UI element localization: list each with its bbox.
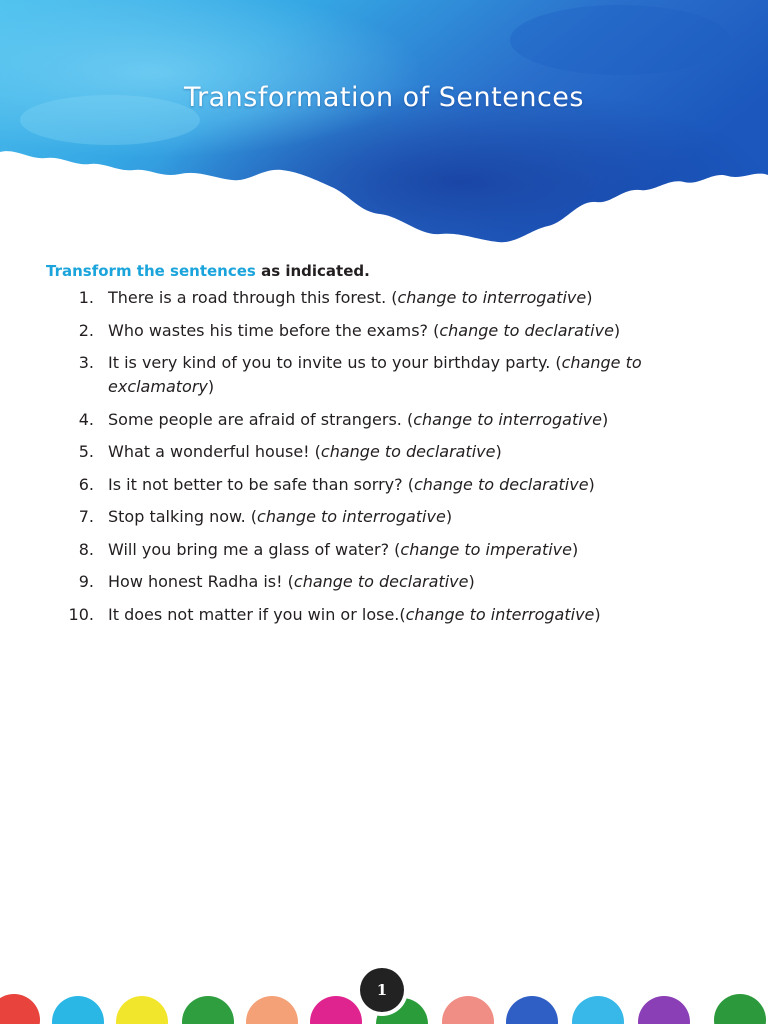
list-item: 3. It is very kind of you to invite us to your birthday party. (change to exclamatory)	[46, 351, 706, 399]
item-hint: change to imperative	[400, 539, 572, 559]
item-number: 2.	[78, 320, 94, 340]
item-hint: change to declarative	[413, 474, 589, 494]
list-item: 5. What a wonderful house! (change to declarative)	[46, 440, 706, 464]
item-text: It is very kind of you to invite us to your birthday party. (	[108, 353, 562, 372]
instruction-rest: as indicated.	[255, 262, 370, 280]
list-item: 2. Who wastes his time before the exams? (change to declarative)	[46, 319, 706, 343]
item-number: 4.	[78, 409, 94, 429]
list-item: 7. Stop talking now. (change to interrogative)	[46, 505, 706, 529]
item-number: 6.	[78, 474, 94, 494]
item-text: How honest Radha is! (	[108, 572, 294, 591]
list-item: 4. Some people are afraid of strangers. (change to interrogative)	[46, 408, 706, 432]
item-hint: change to declarative	[439, 320, 614, 340]
item-number: 10.	[68, 604, 94, 624]
item-hint: change to declarative	[293, 572, 469, 591]
instruction-highlight: Transform the sentences	[46, 262, 256, 280]
item-hint: change to interrogative	[405, 604, 595, 624]
item-number: 9.	[78, 572, 94, 591]
list-item: 6. Is it not better to be safe than sorry? (change to declarative)	[46, 473, 706, 497]
item-text: Who wastes his time before the exams? (	[108, 320, 440, 340]
exercise-content	[46, 262, 706, 635]
item-hint: change to exclamatory	[108, 353, 642, 396]
page-number: 1	[360, 968, 404, 1012]
item-hint: change to interrogative	[257, 507, 446, 526]
item-number: 1.	[78, 288, 94, 307]
list-item: 9. How honest Radha is! (change to declarative)	[46, 570, 706, 594]
item-text: Is it not better to be safe than sorry? (	[108, 474, 414, 494]
instruction	[46, 262, 706, 280]
item-number: 3.	[78, 353, 94, 372]
item-text: Will you bring me a glass of water? (	[108, 539, 401, 559]
item-hint: change to interrogative	[397, 288, 587, 307]
page-title: Transformation of Sentences	[184, 82, 584, 113]
item-number: 5.	[78, 442, 94, 461]
item-text: Stop talking now. (	[108, 507, 258, 526]
item-text: It does not matter if you win or lose.(	[108, 604, 406, 624]
list-item: 1. There is a road through this forest. (change to interrogative)	[46, 286, 706, 310]
list-item: 8. Will you bring me a glass of water? (change to imperative)	[46, 538, 706, 562]
item-number: 7.	[78, 507, 94, 526]
item-hint: change to declarative	[320, 442, 496, 461]
item-text: What a wonderful house! (	[108, 442, 321, 461]
watercolor-banner	[0, 0, 768, 250]
item-hint: change to interrogative	[413, 409, 602, 429]
list-item: 10. It does not matter if you win or lose.(change to interrogative)	[46, 603, 706, 627]
item-text: Some people are afraid of strangers. (	[108, 409, 414, 429]
item-text: There is a road through this forest. (	[108, 288, 398, 307]
item-number: 8.	[78, 539, 94, 559]
sentence-list	[46, 286, 706, 627]
